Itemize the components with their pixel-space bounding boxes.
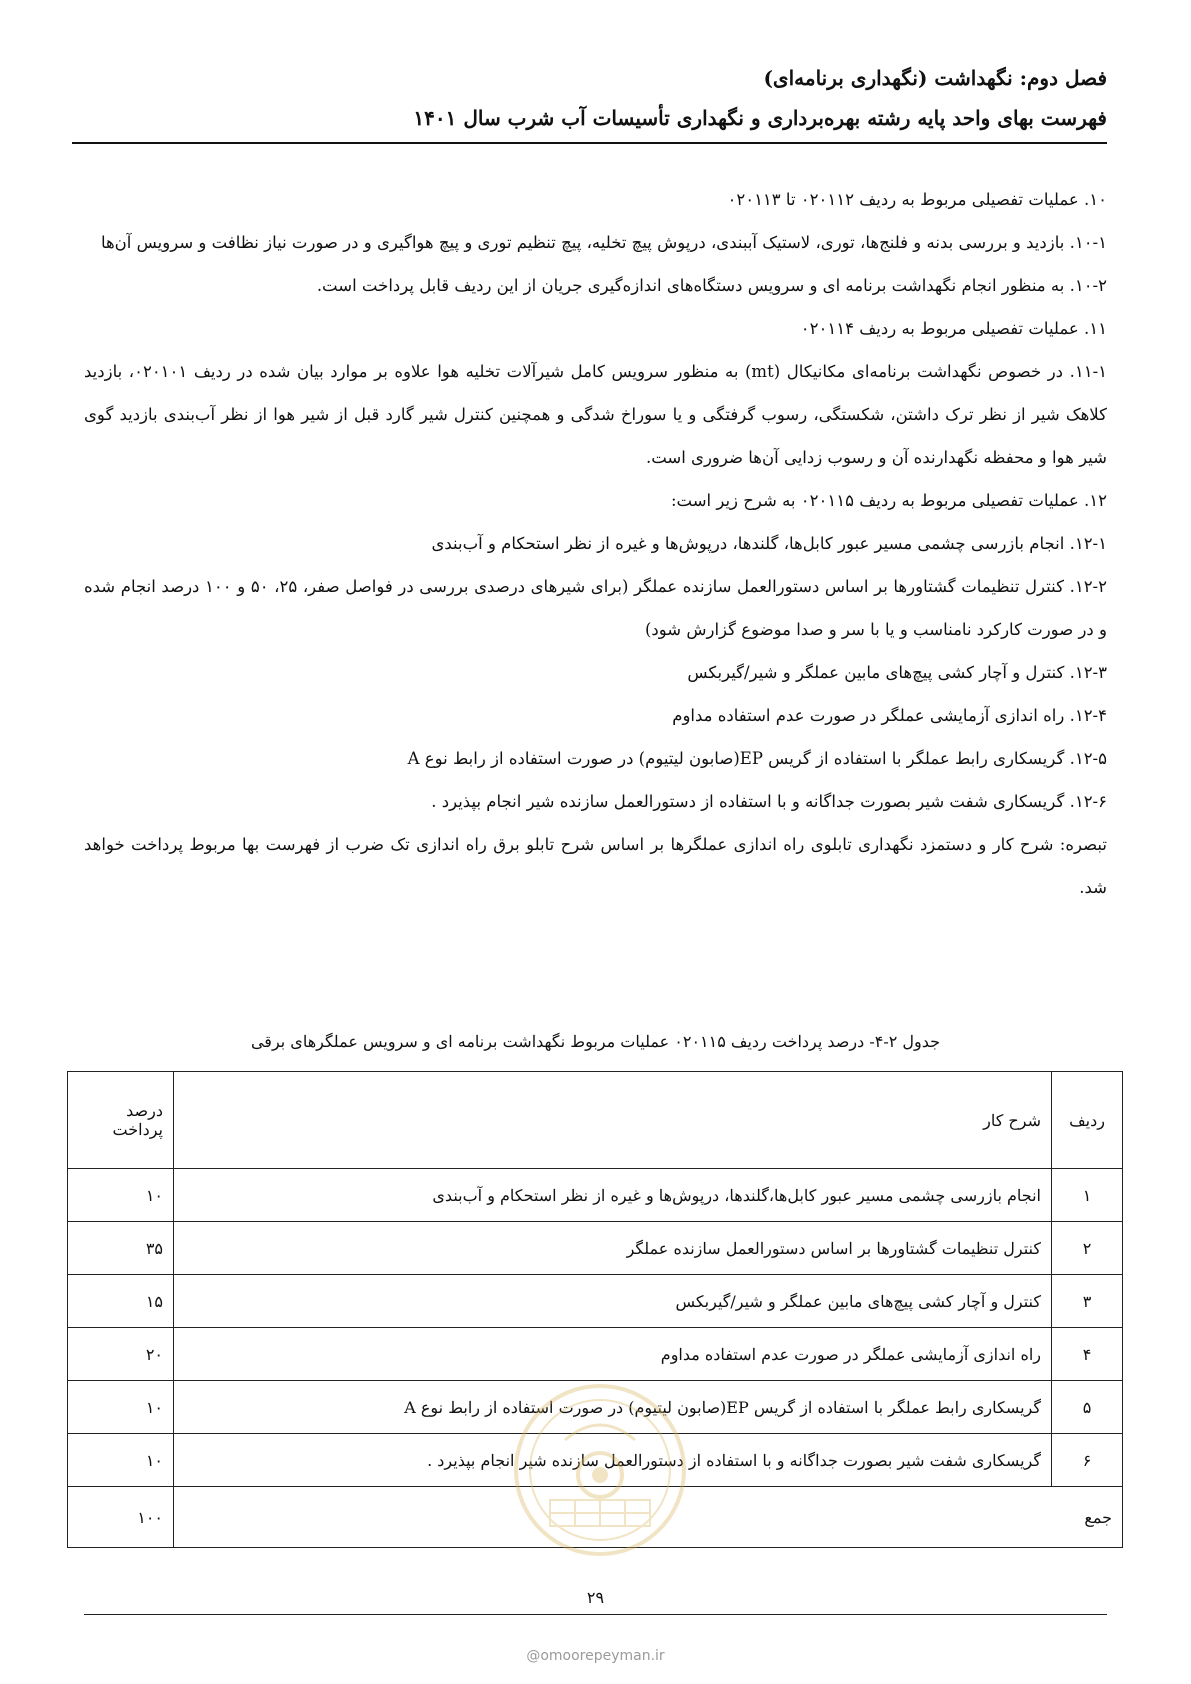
row-number: ۱	[1052, 1169, 1123, 1222]
note-paragraph: تبصره: شرح کار و دستمزد نگهداری تابلوی راه اندازی عملگرها بر اساس شرح تابلو برق راه اندازی تک ضرب از فهرست بها مربوط پرداخت خواهد شد.	[84, 835, 1107, 897]
row-description: گریسکاری شفت شیر بصورت جداگانه و با استفاده از دستورالعمل سازنده شیر انجام بپذیرد .	[174, 1434, 1052, 1487]
row-percent: ۱۵	[68, 1275, 174, 1328]
total-label: جمع	[174, 1487, 1123, 1548]
website-watermark: @omoorepeyman.ir	[526, 1648, 665, 1664]
paragraph: ۱۲. عملیات تفصیلی مربوط به ردیف ۰۲۰۱۱۵ به شرح زیر است:	[670, 491, 1107, 510]
row-description: کنترل و آچار کشی پیچ‌های مابین عملگر و شیر/گیربکس	[174, 1275, 1052, 1328]
header-row-number: ردیف	[1052, 1072, 1123, 1169]
paragraph: ۱۲-۱. انجام بازرسی چشمی مسیر عبور کابل‌ها، گلندها، درپوش‌ها و غیره از نظر استحکام و آب‌بندی	[431, 534, 1107, 553]
paragraph: ۱۱-۱. در خصوص نگهداشت برنامه‌ای مکانیکال (mt) به منظور سرویس کامل شیرآلات تخلیه هوا علاوه بر موارد بیان شده در ردیف ۰۲۰۱۰۱، بازدید کلاهک شیر از نظر ترک داشتن، شکستگی، رسوب گرفتگی و یا سوراخ شدگی و همچنین کنترل شیر گارد قبل از شیر هوا از نظر آب‌بندی بازدید گوی شیر هوا و محفظه نگهدارنده آن و رسوب زدایی آن‌ها ضروری است.	[84, 362, 1108, 467]
paragraph: ۱۲-۲. کنترل تنظیمات گشتاورها بر اساس دستورالعمل سازنده عملگر (برای شیرهای درصدی بررسی در فواصل صفر، ۲۵، ۵۰ و ۱۰۰ درصد انجام شده و در صورت کارکرد نامناسب و یا با سر و صدا موضوع گزارش شود)	[84, 577, 1107, 639]
table-row	[68, 1222, 1123, 1275]
row-percent: ۱۰	[68, 1169, 174, 1222]
footer-divider	[84, 1614, 1107, 1615]
paragraph: ۱۲-۴. راه اندازی آزمایشی عملگر در صورت عدم استفاده مداوم	[672, 706, 1107, 725]
table-header-row	[68, 1072, 1123, 1169]
header-description: شرح کار	[174, 1072, 1052, 1169]
paragraph: ۱۰-۱. بازدید و بررسی بدنه و فلنج‌ها، توری، لاستیک آببندی، درپوش پیچ تخلیه، پیچ تنظیم توری و پیچ هواگیری و در صورت نیاز نظافت و سرویس آن‌ها	[100, 233, 1107, 252]
paragraph: ۱۰. عملیات تفصیلی مربوط به ردیف ۰۲۰۱۱۲ تا ۰۲۰۱۱۳	[727, 190, 1107, 209]
chapter-title: فصل دوم: نگهداشت (نگهداری برنامه‌ای)	[763, 66, 1107, 90]
total-value: ۱۰۰	[68, 1487, 174, 1548]
price-list-title: فهرست بهای واحد پایه رشته بهره‌برداری و نگهداری تأسیسات آب شرب سال ۱۴۰۱	[72, 98, 1107, 144]
page-number: ۲۹	[586, 1588, 605, 1607]
page-header	[72, 58, 1107, 144]
row-description: انجام بازرسی چشمی مسیر عبور کابل‌ها،گلندها، درپوش‌ها و غیره از نظر استحکام و آب‌بندی	[174, 1169, 1052, 1222]
header-percent: درصد پرداخت	[68, 1072, 174, 1169]
row-percent: ۱۰	[68, 1434, 174, 1487]
row-description: گریسکاری رابط عملگر با استفاده از گریس EP(صابون لیتیوم) در صورت استفاده از رابط نوع A	[174, 1381, 1052, 1434]
paragraph: ۱۱. عملیات تفصیلی مربوط به ردیف ۰۲۰۱۱۴	[800, 319, 1107, 338]
paragraph: ۱۲-۳. کنترل و آچار کشی پیچ‌های مابین عملگر و شیر/گیربکس	[687, 663, 1107, 682]
row-description: کنترل تنظیمات گشتاورها بر اساس دستورالعمل سازنده عملگر	[174, 1222, 1052, 1275]
row-number: ۴	[1052, 1328, 1123, 1381]
paragraph: ۱۰-۲. به منظور انجام نگهداشت برنامه ای و سرویس دستگاه‌های اندازه‌گیری جریان از این ردیف قابل پرداخت است.	[316, 276, 1107, 295]
row-number: ۲	[1052, 1222, 1123, 1275]
row-percent: ۲۰	[68, 1328, 174, 1381]
table-row	[68, 1328, 1123, 1381]
body-text	[84, 178, 1107, 909]
row-number: ۳	[1052, 1275, 1123, 1328]
table-row	[68, 1169, 1123, 1222]
row-percent: ۱۰	[68, 1381, 174, 1434]
row-percent: ۳۵	[68, 1222, 174, 1275]
row-number: ۵	[1052, 1381, 1123, 1434]
table-caption: جدول ۲-۴- درصد پرداخت ردیف ۰۲۰۱۱۵ عملیات مربوط نگهداشت برنامه ای و سرویس عملگرهای برقی	[250, 1032, 941, 1051]
row-description: راه اندازی آزمایشی عملگر در صورت عدم استفاده مداوم	[174, 1328, 1052, 1381]
row-number: ۶	[1052, 1434, 1123, 1487]
table-row	[68, 1275, 1123, 1328]
paragraph: ۱۲-۶. گریسکاری شفت شیر بصورت جداگانه و با استفاده از دستورالعمل سازنده شیر انجام بپذیرد .	[431, 792, 1107, 811]
publisher-seal-watermark	[510, 1380, 690, 1560]
paragraph: ۱۲-۵. گریسکاری رابط عملگر با استفاده از گریس EP(صابون لیتیوم) در صورت استفاده از رابط نوع A	[407, 749, 1107, 768]
